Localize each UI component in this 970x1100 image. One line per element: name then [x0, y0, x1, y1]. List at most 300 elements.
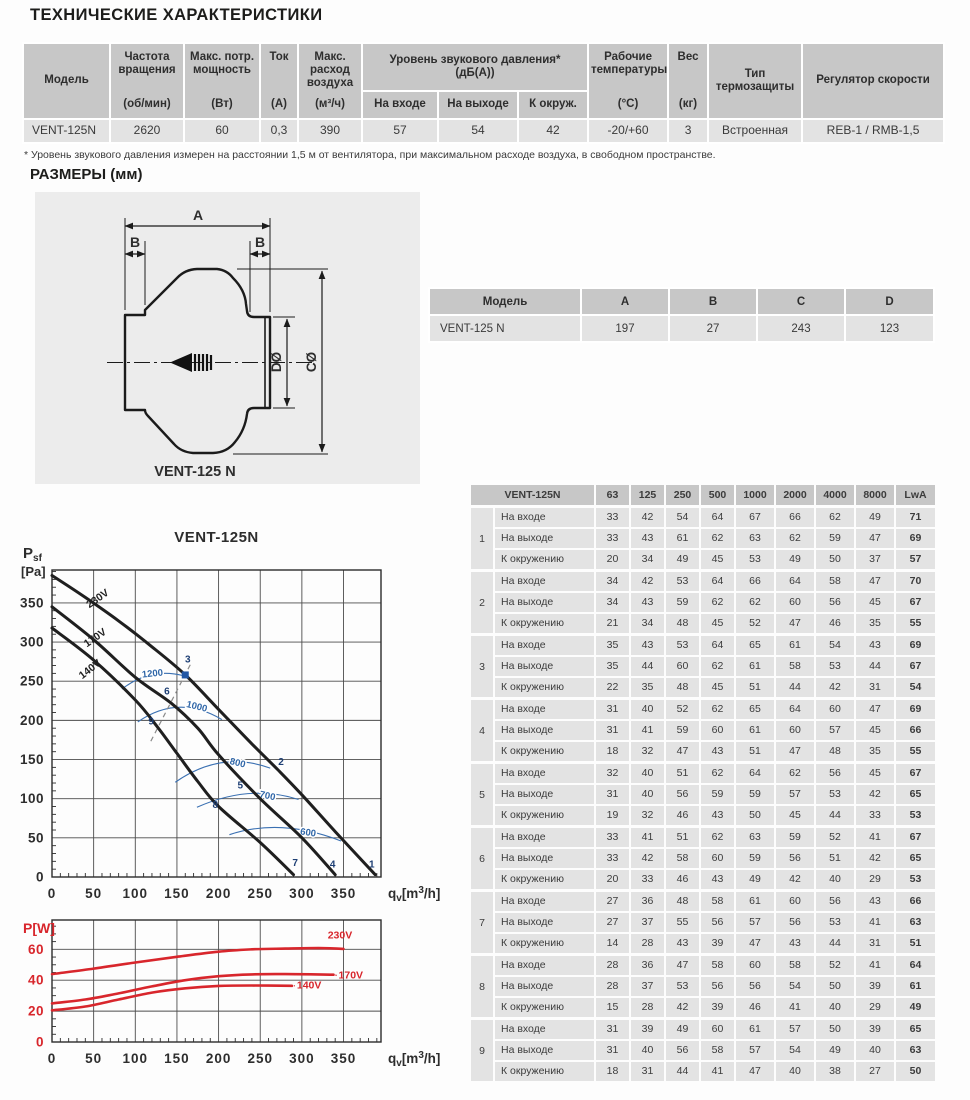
- acoustic-value-cell: 32: [631, 806, 664, 825]
- spec-value-temp: -20/+60: [589, 120, 667, 142]
- x-tick-label: 200: [205, 1051, 232, 1066]
- work-point-label: 6: [164, 686, 170, 698]
- acoustic-mode-label: На входе: [495, 636, 594, 655]
- acoustic-value-cell: 56: [701, 913, 734, 932]
- acoustic-value-cell: 61: [736, 721, 774, 740]
- acoustic-value-cell: 40: [631, 700, 664, 719]
- acoustic-value-cell: 20: [596, 870, 629, 889]
- acoustic-value-cell: 41: [776, 998, 814, 1017]
- acoustic-value-cell: 61: [666, 529, 699, 548]
- acoustic-value-cell: 59: [736, 785, 774, 804]
- acoustic-value-cell: 47: [776, 742, 814, 761]
- acoustic-value-cell: 53: [816, 657, 854, 676]
- acoustic-value-cell: 35: [631, 678, 664, 697]
- acoustic-mode-label: К окружению: [495, 998, 594, 1017]
- acoustic-lwa-cell: 61: [896, 977, 935, 996]
- spec-header-thermal: Тип термозащиты: [709, 44, 801, 118]
- acoustic-value-cell: 41: [856, 913, 894, 932]
- acoustic-value-cell: 61: [776, 636, 814, 655]
- acoustic-value-cell: 49: [666, 550, 699, 569]
- acoustic-value-cell: 60: [776, 593, 814, 612]
- y-axis-label: P[W]: [23, 920, 55, 936]
- work-point-label: 5: [237, 780, 244, 792]
- acoustic-value-cell: 47: [856, 700, 894, 719]
- y-tick-label: 150: [19, 752, 44, 768]
- acoustic-value-cell: 29: [856, 870, 894, 889]
- acoustic-group: [471, 956, 935, 1017]
- acoustic-group: [471, 828, 935, 889]
- acoustic-value-cell: 28: [596, 977, 629, 996]
- acoustic-mode-label: На выходе: [495, 913, 594, 932]
- acoustic-value-cell: 48: [816, 742, 854, 761]
- acoustic-value-cell: 56: [701, 977, 734, 996]
- acoustic-group: [471, 1020, 935, 1081]
- acoustic-value-cell: 46: [736, 998, 774, 1017]
- acoustic-value-cell: 50: [816, 1020, 854, 1039]
- x-tick-label: 0: [47, 886, 57, 901]
- acoustic-value-cell: 42: [631, 508, 664, 527]
- acoustic-value-cell: 47: [736, 934, 774, 953]
- acoustic-value-cell: 41: [856, 956, 894, 975]
- acoustic-lwa-cell: 67: [896, 593, 935, 612]
- acoustic-value-cell: 47: [776, 614, 814, 633]
- acoustic-lwa-cell: 67: [896, 657, 935, 676]
- acoustic-value-cell: 40: [816, 870, 854, 889]
- acoustic-value-cell: 56: [666, 1041, 699, 1060]
- power-chart-svg: [10, 908, 465, 1100]
- curve-label-140V: 140V: [76, 657, 104, 682]
- curve-label-230V: 230V: [84, 586, 112, 611]
- acoustic-value-cell: 51: [666, 764, 699, 783]
- acoustic-value-cell: 15: [596, 998, 629, 1017]
- footnote: * Уровень звукового давления измерен на расстоянии 1,5 м от вентилятора, при максимальном расходе воздуха, в свободном пространстве.: [24, 149, 716, 161]
- acoustic-mode-label: На выходе: [495, 529, 594, 548]
- acoustic-value-cell: 61: [736, 1020, 774, 1039]
- pressure-chart-svg: [10, 522, 465, 917]
- acoustic-value-cell: 45: [856, 764, 894, 783]
- acoustic-value-cell: 31: [596, 1020, 629, 1039]
- acoustic-value-cell: 47: [666, 956, 699, 975]
- dim-table: [428, 287, 935, 343]
- spec-value-outlet: 54: [439, 120, 517, 142]
- acoustic-mode-label: На входе: [495, 828, 594, 847]
- acoustic-value-cell: 56: [666, 785, 699, 804]
- acoustic-value-cell: 51: [736, 742, 774, 761]
- work-point-label: 7: [292, 858, 298, 870]
- acoustic-value-cell: 18: [596, 1062, 629, 1081]
- grid-lines: [52, 570, 381, 877]
- acoustic-value-cell: 56: [816, 892, 854, 911]
- acoustic-group-number: 6: [471, 828, 493, 889]
- acoustic-value-cell: 31: [596, 1041, 629, 1060]
- acoustic-value-cell: 31: [856, 934, 894, 953]
- acoustic-value-cell: 62: [736, 593, 774, 612]
- acoustic-header-freq: 4000: [816, 485, 854, 505]
- spec-header-temp: Рабочие температуры (°С): [589, 44, 667, 118]
- acoustic-value-cell: 53: [816, 785, 854, 804]
- acoustic-value-cell: 56: [736, 977, 774, 996]
- acoustic-group-number: 7: [471, 892, 493, 953]
- curve-230V: [52, 576, 375, 875]
- acoustic-lwa-cell: 63: [896, 1041, 935, 1060]
- acoustic-mode-label: На выходе: [495, 593, 594, 612]
- work-point-label: 9: [148, 716, 154, 728]
- acoustic-value-cell: 43: [666, 934, 699, 953]
- acoustic-group: [471, 572, 935, 633]
- rpm-isoline-label: 1200: [141, 667, 164, 681]
- acoustic-value-cell: 46: [666, 870, 699, 889]
- spec-value-regulator: REB-1 / RMB-1,5: [803, 120, 943, 142]
- acoustic-row: [495, 550, 935, 569]
- acoustic-header-freq: 125: [631, 485, 664, 505]
- acoustic-mode-label: На входе: [495, 956, 594, 975]
- acoustic-value-cell: 34: [596, 572, 629, 591]
- acoustic-value-cell: 62: [701, 529, 734, 548]
- acoustic-value-cell: 57: [816, 721, 854, 740]
- acoustic-value-cell: 39: [856, 1020, 894, 1039]
- acoustic-row: [495, 913, 935, 932]
- y-tick-label: 50: [27, 830, 44, 846]
- acoustic-value-cell: 57: [776, 1020, 814, 1039]
- acoustic-header-freq: 1000: [736, 485, 774, 505]
- acoustic-value-cell: 58: [701, 956, 734, 975]
- acoustic-mode-label: На выходе: [495, 657, 594, 676]
- acoustic-value-cell: 50: [816, 977, 854, 996]
- acoustic-value-cell: 33: [596, 529, 629, 548]
- airflow-arrow-icon: [170, 353, 192, 372]
- acoustic-value-cell: 59: [736, 849, 774, 868]
- acoustic-group: [471, 764, 935, 825]
- acoustic-value-cell: 54: [816, 636, 854, 655]
- acoustic-value-cell: 28: [596, 956, 629, 975]
- acoustic-value-cell: 51: [666, 828, 699, 847]
- acoustic-value-cell: 64: [776, 700, 814, 719]
- spec-header-model: Модель: [24, 44, 109, 118]
- acoustic-value-cell: 54: [776, 1041, 814, 1060]
- acoustic-value-cell: 40: [631, 764, 664, 783]
- x-tick-label: 100: [122, 886, 149, 901]
- curve-label-230V: 230V: [327, 929, 353, 942]
- work-point-label: 8: [212, 800, 219, 812]
- x-tick-label: 300: [289, 886, 315, 901]
- acoustic-value-cell: 41: [856, 828, 894, 847]
- acoustic-value-cell: 61: [736, 892, 774, 911]
- power-chart: [10, 908, 465, 1100]
- acoustic-value-cell: 49: [776, 550, 814, 569]
- acoustic-lwa-cell: 69: [896, 529, 935, 548]
- acoustic-value-cell: 62: [776, 529, 814, 548]
- acoustic-value-cell: 39: [856, 977, 894, 996]
- acoustic-value-cell: 42: [856, 785, 894, 804]
- dim-value-c: 243: [758, 316, 844, 341]
- acoustic-mode-label: На выходе: [495, 1041, 594, 1060]
- dim-d-label: DØ: [269, 351, 284, 373]
- acoustic-value-cell: 52: [666, 700, 699, 719]
- acoustic-lwa-cell: 50: [896, 1062, 935, 1081]
- acoustic-value-cell: 33: [856, 806, 894, 825]
- acoustic-header-freq: 250: [666, 485, 699, 505]
- acoustic-value-cell: 38: [816, 1062, 854, 1081]
- acoustic-value-cell: 52: [816, 828, 854, 847]
- acoustic-value-cell: 32: [596, 764, 629, 783]
- spec-value-weight: 3: [669, 120, 707, 142]
- acoustic-value-cell: 66: [776, 508, 814, 527]
- work-point-label: 4: [329, 859, 336, 871]
- acoustic-row: [495, 1041, 935, 1060]
- work-point-label: 1: [369, 859, 375, 871]
- acoustic-lwa-cell: 66: [896, 721, 935, 740]
- spec-header-power: Макс. потр. мощность (Вт): [185, 44, 259, 118]
- dimension-diagram: [35, 192, 420, 484]
- acoustic-value-cell: 59: [816, 529, 854, 548]
- curve-label-140V: 140V: [296, 979, 322, 992]
- acoustic-value-cell: 62: [701, 828, 734, 847]
- acoustic-value-cell: 32: [631, 742, 664, 761]
- acoustic-value-cell: 42: [666, 998, 699, 1017]
- acoustic-lwa-cell: 53: [896, 806, 935, 825]
- acoustic-header-freq: 500: [701, 485, 734, 505]
- dim-header-b: B: [670, 289, 756, 314]
- acoustic-value-cell: 37: [631, 913, 664, 932]
- acoustic-value-cell: 56: [816, 764, 854, 783]
- acoustic-value-cell: 66: [736, 572, 774, 591]
- acoustic-row: [495, 977, 935, 996]
- acoustic-value-cell: 45: [856, 721, 894, 740]
- acoustic-value-cell: 36: [631, 892, 664, 911]
- acoustic-value-cell: 49: [856, 508, 894, 527]
- acoustic-value-cell: 35: [856, 614, 894, 633]
- acoustic-value-cell: 41: [701, 1062, 734, 1081]
- acoustic-value-cell: 27: [856, 1062, 894, 1081]
- acoustic-value-cell: 62: [701, 700, 734, 719]
- acoustic-mode-label: К окружению: [495, 806, 594, 825]
- acoustic-value-cell: 47: [856, 572, 894, 591]
- page-title: ТЕХНИЧЕСКИЕ ХАРАКТЕРИСТИКИ: [30, 6, 323, 24]
- fan-dimension-drawing: [35, 192, 420, 484]
- acoustic-row: [495, 764, 935, 783]
- acoustic-row: [495, 572, 935, 591]
- acoustic-value-cell: 20: [596, 550, 629, 569]
- acoustic-value-cell: 62: [701, 593, 734, 612]
- acoustic-value-cell: 31: [596, 721, 629, 740]
- x-tick-label: 250: [247, 886, 273, 901]
- acoustic-group-number: 9: [471, 1020, 493, 1081]
- acoustic-value-cell: 47: [666, 742, 699, 761]
- dim-value-b: 27: [670, 316, 756, 341]
- acoustic-group: [471, 508, 935, 569]
- acoustic-header-freq: 63: [596, 485, 629, 505]
- acoustic-value-cell: 46: [816, 614, 854, 633]
- acoustic-mode-label: На входе: [495, 892, 594, 911]
- acoustic-value-cell: 43: [701, 742, 734, 761]
- extension-lines: [125, 218, 328, 454]
- dim-b-left-label: B: [129, 234, 141, 250]
- spec-header-airflow: Макс. расход воздуха (м³/ч): [299, 44, 361, 118]
- rpm-isoline-label: 700: [258, 789, 277, 804]
- acoustic-value-cell: 46: [666, 806, 699, 825]
- acoustic-value-cell: 47: [736, 1062, 774, 1081]
- acoustic-value-cell: 59: [701, 785, 734, 804]
- acoustic-value-cell: 44: [816, 934, 854, 953]
- acoustic-value-cell: 42: [776, 870, 814, 889]
- acoustic-value-cell: 48: [666, 614, 699, 633]
- acoustic-value-cell: 31: [596, 785, 629, 804]
- acoustic-value-cell: 40: [776, 1062, 814, 1081]
- acoustic-lwa-cell: 67: [896, 764, 935, 783]
- spec-header-current: Ток (А): [261, 44, 297, 118]
- y-tick-label: 200: [19, 712, 44, 728]
- acoustic-value-cell: 19: [596, 806, 629, 825]
- acoustic-row: [495, 593, 935, 612]
- acoustic-mode-label: На входе: [495, 1020, 594, 1039]
- acoustic-row: [495, 1062, 935, 1081]
- acoustic-lwa-cell: 65: [896, 785, 935, 804]
- minor-ticks: [52, 926, 377, 1042]
- rpm-isoline-label: 800: [228, 756, 247, 771]
- acoustic-lwa-cell: 49: [896, 998, 935, 1017]
- acoustic-row: [495, 742, 935, 761]
- acoustic-group: [471, 636, 935, 697]
- acoustic-value-cell: 40: [631, 1041, 664, 1060]
- acoustic-value-cell: 43: [631, 636, 664, 655]
- curve-170V: [52, 607, 335, 875]
- acoustic-value-cell: 44: [666, 1062, 699, 1081]
- acoustic-value-cell: 54: [776, 977, 814, 996]
- acoustic-value-cell: 35: [596, 657, 629, 676]
- acoustic-value-cell: 39: [631, 1020, 664, 1039]
- acoustic-value-cell: 57: [776, 785, 814, 804]
- curve-230V: [52, 948, 344, 974]
- acoustic-value-cell: 52: [736, 614, 774, 633]
- spec-value-thermal: Встроенная: [709, 120, 801, 142]
- acoustic-value-cell: 59: [776, 828, 814, 847]
- acoustic-value-cell: 58: [701, 1041, 734, 1060]
- y-tick-label: 20: [27, 1003, 44, 1019]
- acoustic-value-cell: 44: [631, 657, 664, 676]
- acoustic-group: [471, 700, 935, 761]
- minor-ticks: [52, 572, 377, 877]
- acoustic-value-cell: 45: [701, 614, 734, 633]
- acoustic-mode-label: К окружению: [495, 614, 594, 633]
- acoustic-value-cell: 42: [631, 849, 664, 868]
- x-tick-label: 50: [85, 1051, 103, 1066]
- acoustic-value-cell: 49: [666, 1020, 699, 1039]
- y-tick-label: 100: [19, 791, 44, 807]
- spec-table: [22, 42, 945, 144]
- spec-header-regulator: Регулятор скорости: [803, 44, 943, 118]
- acoustic-value-cell: 60: [736, 956, 774, 975]
- acoustic-value-cell: 58: [776, 956, 814, 975]
- acoustic-value-cell: 60: [701, 1020, 734, 1039]
- acoustic-value-cell: 60: [776, 721, 814, 740]
- acoustic-mode-label: К окружению: [495, 870, 594, 889]
- acoustic-value-cell: 59: [666, 721, 699, 740]
- x-tick-label: 150: [164, 1051, 190, 1066]
- acoustic-value-cell: 59: [666, 593, 699, 612]
- acoustic-value-cell: 53: [666, 977, 699, 996]
- acoustic-header-model: VENT-125N: [471, 485, 594, 505]
- spec-value-surround: 42: [519, 120, 587, 142]
- acoustic-value-cell: 33: [596, 849, 629, 868]
- acoustic-row: [495, 1020, 935, 1039]
- acoustic-value-cell: 27: [596, 913, 629, 932]
- x-axis-label: $q_v[m^3/h]$: [388, 1050, 441, 1069]
- acoustic-row: [495, 870, 935, 889]
- acoustic-value-cell: 42: [631, 572, 664, 591]
- acoustic-value-cell: 45: [701, 550, 734, 569]
- dim-value-d: 123: [846, 316, 933, 341]
- acoustic-group: [471, 892, 935, 953]
- acoustic-value-cell: 57: [736, 913, 774, 932]
- y-tick-label: 60: [27, 941, 44, 957]
- spec-value-speed: 2620: [111, 120, 183, 142]
- acoustic-header-lwa: LwA: [896, 485, 935, 505]
- spec-value-inlet: 57: [363, 120, 437, 142]
- acoustic-value-cell: 52: [816, 956, 854, 975]
- acoustic-header-freq: 2000: [776, 485, 814, 505]
- acoustic-value-cell: 31: [856, 678, 894, 697]
- y-tick-label: 0: [35, 869, 44, 885]
- dimensions-heading: РАЗМЕРЫ (мм): [30, 166, 143, 183]
- acoustic-value-cell: 47: [856, 529, 894, 548]
- acoustic-value-cell: 43: [701, 870, 734, 889]
- acoustic-row: [495, 529, 935, 548]
- acoustic-lwa-cell: 67: [896, 828, 935, 847]
- acoustic-mode-label: На входе: [495, 572, 594, 591]
- acoustic-value-cell: 67: [736, 508, 774, 527]
- acoustic-lwa-cell: 63: [896, 913, 935, 932]
- acoustic-value-cell: 42: [856, 849, 894, 868]
- acoustic-value-cell: 43: [631, 529, 664, 548]
- acoustic-value-cell: 21: [596, 614, 629, 633]
- acoustic-table: [471, 485, 935, 1081]
- acoustic-value-cell: 64: [776, 572, 814, 591]
- spec-value-current: 0,3: [261, 120, 297, 142]
- x-tick-label: 300: [289, 1051, 315, 1066]
- dim-value-model: VENT-125 N: [430, 316, 580, 341]
- acoustic-value-cell: 37: [856, 550, 894, 569]
- acoustic-mode-label: К окружению: [495, 678, 594, 697]
- acoustic-value-cell: 31: [596, 700, 629, 719]
- acoustic-lwa-cell: 64: [896, 956, 935, 975]
- acoustic-value-cell: 41: [631, 721, 664, 740]
- acoustic-value-cell: 39: [701, 934, 734, 953]
- acoustic-header-freq: 8000: [856, 485, 894, 505]
- acoustic-header-row: [471, 485, 935, 505]
- acoustic-value-cell: 44: [816, 806, 854, 825]
- acoustic-value-cell: 56: [776, 913, 814, 932]
- acoustic-mode-label: К окружению: [495, 550, 594, 569]
- acoustic-value-cell: 45: [701, 678, 734, 697]
- dim-header-a: A: [582, 289, 668, 314]
- acoustic-value-cell: 63: [736, 828, 774, 847]
- acoustic-row: [495, 892, 935, 911]
- acoustic-value-cell: 45: [776, 806, 814, 825]
- acoustic-lwa-cell: 71: [896, 508, 935, 527]
- acoustic-lwa-cell: 54: [896, 678, 935, 697]
- acoustic-value-cell: 62: [701, 657, 734, 676]
- acoustic-value-cell: 50: [816, 550, 854, 569]
- acoustic-value-cell: 34: [631, 614, 664, 633]
- acoustic-row: [495, 508, 935, 527]
- acoustic-mode-label: На выходе: [495, 977, 594, 996]
- acoustic-value-cell: 64: [736, 764, 774, 783]
- acoustic-row: [495, 678, 935, 697]
- acoustic-value-cell: 63: [736, 529, 774, 548]
- acoustic-value-cell: 65: [736, 700, 774, 719]
- dim-header-d: D: [846, 289, 933, 314]
- acoustic-row: [495, 657, 935, 676]
